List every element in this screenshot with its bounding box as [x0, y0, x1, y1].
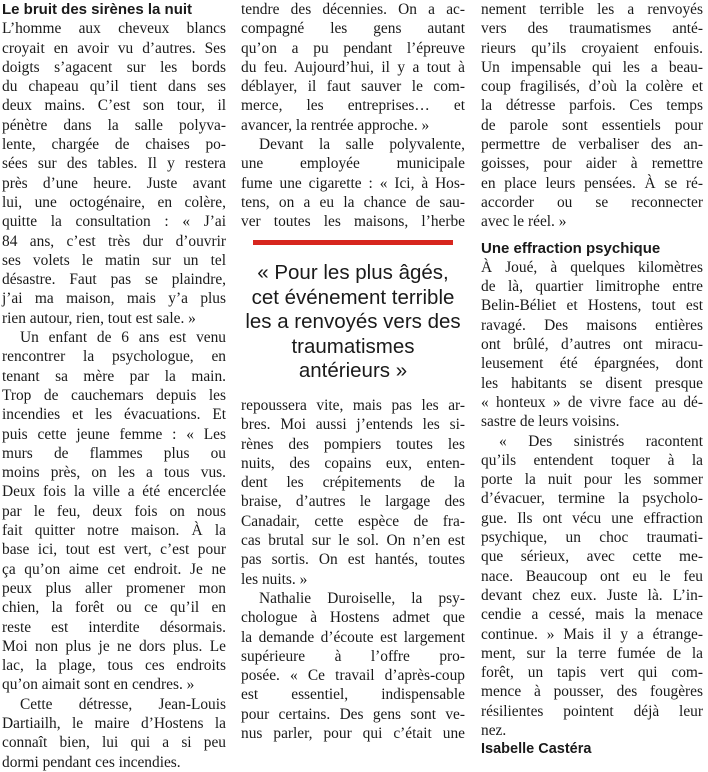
text-line: Deux fois la ville a été encerclée — [2, 483, 226, 501]
text-line: lui, une octogénaire, en colère, — [2, 193, 226, 211]
text-line: 84 ans, c’est très dur d’ouvrir — [2, 232, 226, 250]
text-line: bres. Moi aussi j’entends les si- — [241, 416, 465, 434]
text-line: ment, sur la terre fumée de la — [481, 644, 703, 662]
text-line: tenant sa mère par la main. — [2, 367, 226, 385]
column-2-body-top — [241, 0, 465, 232]
text-line: ravagé. Des maisons entières — [481, 316, 703, 334]
text-line: « Des sinistrés racontent — [499, 432, 703, 450]
text-line: incendies et les évacuations. Et — [2, 406, 226, 424]
text-line: nuits, des copains eux, enten- — [241, 454, 465, 472]
text-line: nus parler, pour qui c’était une — [241, 725, 465, 743]
text-line: déblayer, il faut sauver le com- — [241, 78, 465, 96]
text-line: désastre. Faut pas se plaindre, — [2, 271, 226, 289]
text-line: résilientes pointent déjà leur — [481, 702, 703, 720]
text-line: par le feu, deux fois on nous — [2, 502, 226, 520]
text-line: est essentiel, indispensable — [241, 686, 465, 704]
text-line: rènes des pompiers toutes les — [241, 435, 465, 453]
text-line: tens, on a eu la chance de sau- — [241, 193, 465, 211]
text-line: À Joué, à quelques kilomètres — [481, 258, 703, 276]
column-1-body — [2, 19, 226, 772]
text-line: reste est interdite désormais. — [2, 618, 226, 636]
text-line: Belin-Béliet et Hostens, tout est — [481, 297, 703, 315]
text-line: la détresse parfois. Ces temps — [481, 97, 703, 115]
text-line: près d’une heure. Juste avant — [2, 174, 226, 192]
text-line: rien autour, rien, tout est sale. » — [2, 309, 196, 327]
quote-line: « Pour les plus âgés, — [257, 261, 449, 284]
text-line: accorder ou se reconnecter — [481, 193, 703, 211]
text-line: Trop de cauchemars depuis les — [2, 386, 226, 404]
text-line: « honteux » de vivre face au dé- — [481, 393, 703, 411]
pull-quote — [241, 238, 465, 384]
text-line: doigts s’agacent sur les bords — [2, 58, 226, 76]
text-line: qu’ils entendent toquer à la — [481, 451, 703, 469]
text-line: nace. Beaucoup ont eu le feu — [481, 567, 703, 585]
text-line: dent les crépitements de la — [241, 474, 465, 492]
text-line: ça qu’on aime cet endroit. Je ne — [2, 560, 226, 578]
text-line: devant chez eux. Juste là. L’in- — [481, 586, 703, 604]
text-line: repoussera vite, mais pas les ar- — [241, 397, 465, 414]
text-line: porte la nuit pour les sommer — [481, 471, 703, 489]
column-3-body-b — [481, 258, 703, 740]
text-line: nement terrible les a renvoyés — [481, 1, 703, 18]
text-line: en place leurs pensées. À se ré- — [481, 174, 703, 192]
article-column-1 — [2, 0, 226, 772]
text-line: Dartiailh, le maire d’Hostens la — [2, 714, 226, 732]
section-heading-effraction: Une effraction psychique — [481, 239, 661, 257]
text-line: murs de flammes plus ou — [2, 444, 226, 462]
text-line: merce, les entreprises… et — [241, 97, 465, 115]
text-line: mence à pousser, des fougères — [481, 683, 703, 701]
text-line: rencontrer la psychologue, en — [2, 348, 226, 366]
text-line: supérieure à l’offre pro- — [241, 647, 465, 665]
text-line: gue. Ils ont vécu une effraction — [481, 509, 703, 527]
text-line: Un enfant de 6 ans est venu — [20, 329, 226, 347]
quote-line: antérieurs » — [298, 359, 408, 383]
text-line: du chapeau qu’il tient dans ses — [2, 78, 226, 96]
text-line: du feu. Aujourd’hui, il y a tout à — [241, 58, 465, 76]
text-line: compagné les gens autant — [241, 20, 465, 38]
text-line: les habitants se disent presque — [481, 374, 703, 392]
text-line: qu’on aimait sont en cendres. » — [2, 676, 195, 694]
text-line: pour certains. Des gens sont ve- — [241, 705, 465, 723]
text-line: forêt, un tapis vert qui com- — [481, 664, 703, 682]
text-line: vers des traumatismes anté- — [481, 20, 703, 38]
section-heading-sirenes: Le bruit des sirènes la nuit — [2, 1, 193, 18]
text-line: qu’on a pu pendant l’épreuve — [241, 39, 465, 57]
text-line: pénètre dans la salle polyva- — [2, 116, 226, 134]
text-line: psychique, un choc traumati- — [481, 529, 703, 547]
text-line: la demande d’écoute est largement — [241, 628, 465, 646]
text-line: pas sortis. On est hantés, toutes — [241, 551, 465, 569]
text-line: goisses, pour aider à remettre — [481, 155, 703, 173]
quote-line: cet événement terrible — [251, 285, 455, 309]
text-line: chologue à Hostens admet que — [241, 609, 465, 627]
text-line: chien, la forêt ou ce qu’il en — [2, 599, 226, 617]
text-line: L’homme aux cheveux blancs — [2, 20, 226, 38]
text-line: de là, quartier limitrophe entre — [481, 278, 703, 296]
text-line: Nathalie Duroiselle, la psy- — [259, 589, 465, 607]
text-line: j’ai ma maison, mais y’a plus — [2, 290, 226, 308]
text-line: fume une cigarette : « Ici, à Hos- — [241, 174, 465, 192]
text-line: Cette détresse, Jean-Louis — [20, 695, 226, 713]
text-line: peux plus aller promener mon — [2, 579, 226, 597]
text-line: quitte la consultation : « J’ai — [2, 213, 226, 231]
text-line: moins près, on les a tous vus. — [2, 464, 226, 482]
text-line: deux mains. C’est son tour, il — [2, 97, 226, 115]
text-line: coup fragilisés, d’où la colère et — [481, 78, 703, 96]
text-line: lente, chargée de chaises po- — [2, 136, 226, 154]
text-line: posée. « Ce travail d’après-coup — [241, 667, 465, 685]
text-line: fait quitter notre maison. À la — [2, 522, 226, 540]
text-line: Devant la salle polyvalente, — [259, 136, 465, 154]
pull-quote-rule — [253, 240, 453, 245]
text-line: Moi non plus je ne dors plus. Le — [2, 637, 226, 655]
text-line: nez. — [481, 721, 507, 739]
text-line: ont brûlé, d’autres ont miracu- — [481, 336, 703, 354]
quote-line: les a renvoyés vers des — [245, 310, 461, 334]
text-line: avancer, la rentrée approche. » — [241, 116, 430, 134]
text-line: ses volets le matin sur un tel — [2, 251, 226, 269]
text-line: continue. » Mais il y a étrange- — [481, 625, 703, 643]
text-line: cas brutal sur le sol. On n’en est — [241, 532, 465, 550]
text-line: Un impensable qui les a beau- — [481, 58, 703, 76]
text-line: connaît bien, lui qui a si peu — [2, 734, 226, 752]
text-line: tendre des décennies. On a ac- — [241, 1, 465, 18]
text-line: rieurs qu’ils croyaient enfouis. — [481, 39, 703, 57]
text-line: sées sur des tables. Il y restera — [2, 155, 226, 173]
text-line: leusement été épargnées, dont — [481, 355, 703, 373]
pull-quote-text — [241, 261, 465, 384]
text-line: d’évacuer, termine la psycholo- — [481, 490, 703, 508]
text-line: sastre de leurs voisins. — [481, 413, 620, 431]
text-line: puis cette jeune femme : « Les — [2, 425, 226, 443]
text-line: permettre de verbaliser des an- — [481, 136, 703, 154]
text-line: cendie a cessé, mais la menace — [481, 606, 703, 624]
text-line: une employée municipale — [241, 155, 465, 173]
text-line: dormi pendant ces incendies. — [2, 753, 181, 771]
text-line: lac, la plage, tous ces endroits — [2, 657, 226, 675]
text-line: ver toutes les maisons, l’herbe — [241, 213, 465, 231]
text-line: les nuits. » — [241, 570, 308, 588]
text-line: croyait en avoir vu d’autres. Ses — [2, 39, 226, 57]
article-column-3 — [481, 0, 703, 760]
author-signature: Isabelle Castéra — [481, 741, 592, 758]
column-3-body-a — [481, 0, 703, 232]
text-line: braise, d’autres le largage des — [241, 493, 465, 511]
text-line: base ici, tout est vert, c’est pour — [2, 541, 226, 559]
text-line: de parole sont essentiels pour — [481, 116, 703, 134]
quote-line: traumatismes — [291, 334, 415, 358]
column-2-body-bottom — [241, 396, 465, 743]
text-line: avec le réel. » — [481, 213, 567, 231]
text-line: que sérieux, avec cette me- — [481, 548, 703, 566]
text-line: Canadair, cette espèce de fra- — [241, 512, 465, 530]
